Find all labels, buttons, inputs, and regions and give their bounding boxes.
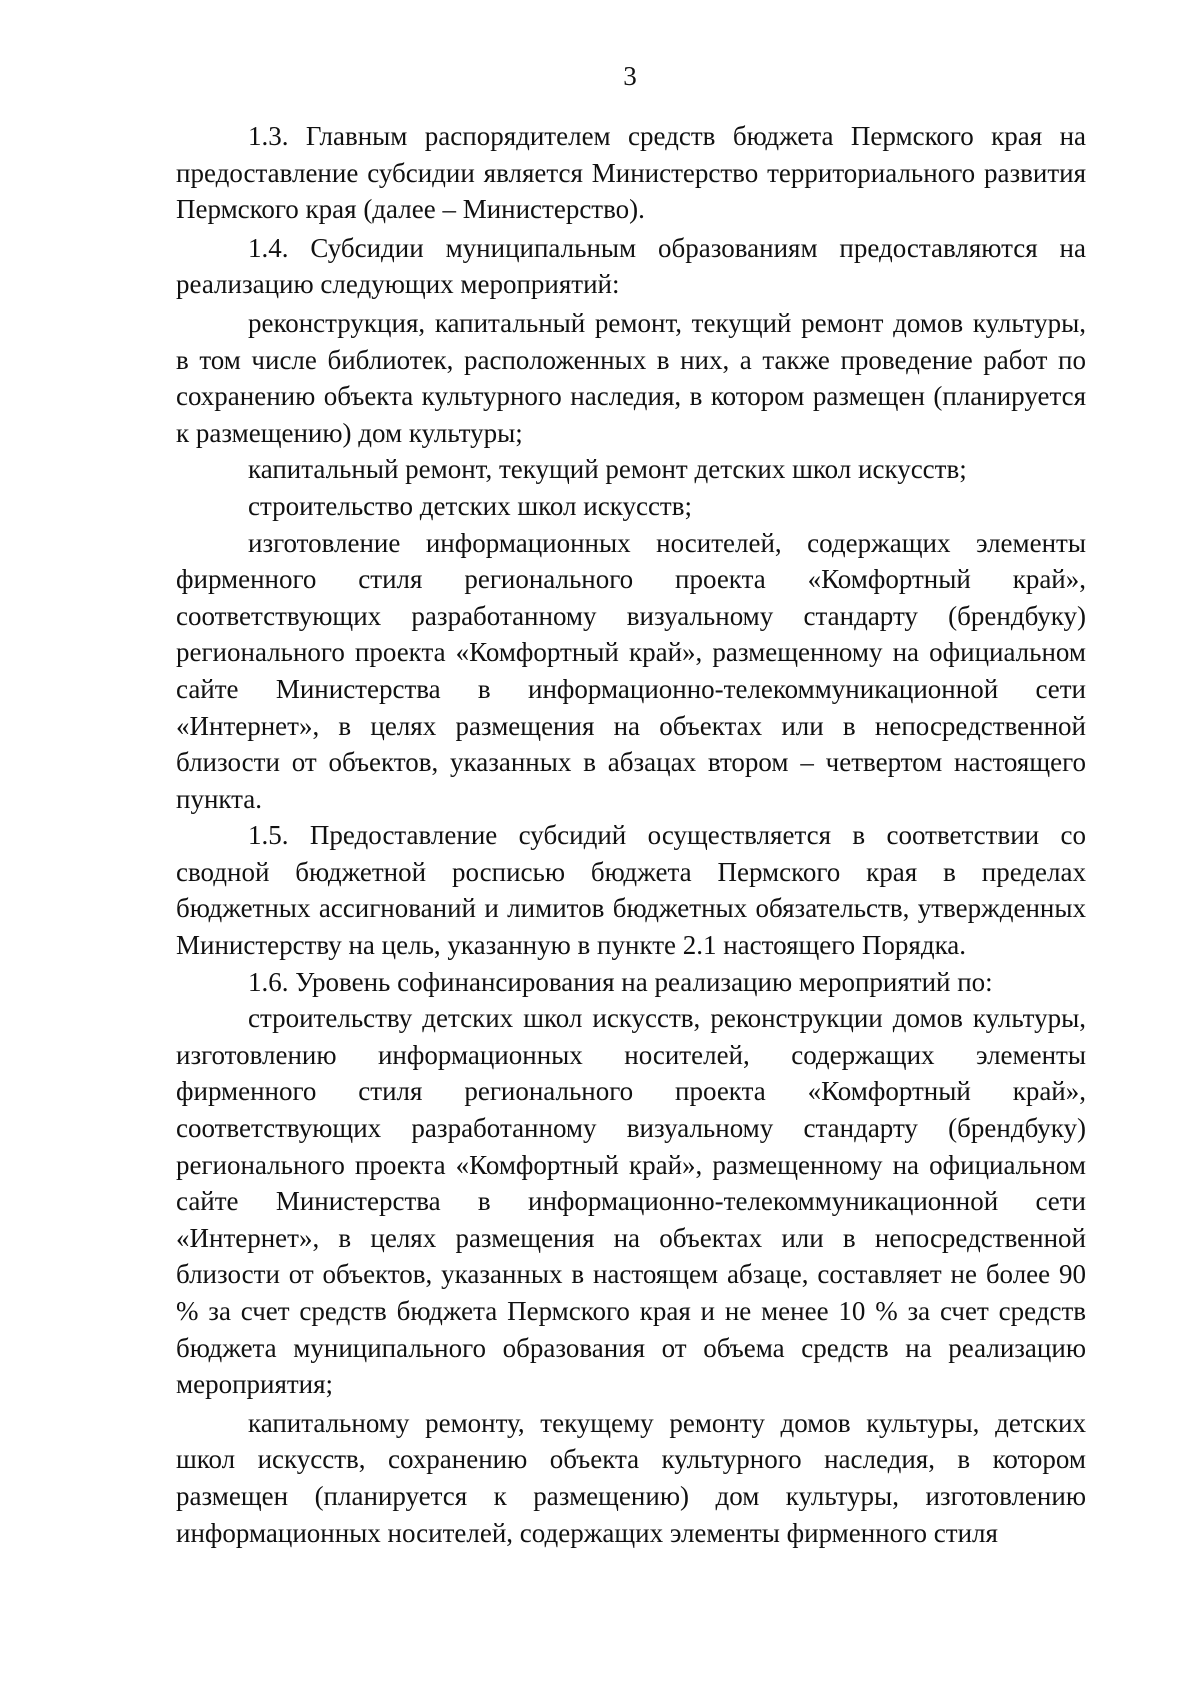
paragraph-construction-art-schools: строительство детских школ искусств; bbox=[248, 490, 692, 521]
paragraph-reconstruction-houses-of-culture: реконструкция, капитальный ремонт, текущий ремонт домов культуры, в том числе библиотек, расположенных в них, а также проведение работ по сохранению объекта культурного наследия, в котором размещен (планируется к размещению) дом культуры; bbox=[176, 307, 1086, 448]
paragraph-cofinancing-construction: строительству детских школ искусств, реконструкции домов культуры, изготовлению информационных носителей, содержащих элементы фирменного стиля регионального проекта «Комфортный край», соответствующих разработанному визуальному стандарту (брендбуку) регионального проекта «Комфортный край», размещенному на официальном сайте Министерства в информационно-телекоммуникационной сети «Интернет», в целях размещения на объектах или в непосредственной близости от объектов, указанных в настоящем абзаце, составляет не более 90 % за счет средств бюджета Пермского края и не менее 10 % за счет средств бюджета муниципального образования от объема средств на реализацию мероприятия; bbox=[176, 1003, 1086, 1400]
paragraph-1-3: 1.3. Главным распорядителем средств бюджета Пермского края на предоставление субсидии является Министерство территориального развития Пермского края (далее – Министерство). bbox=[176, 121, 1086, 225]
paragraph-1-5: 1.5. Предоставление субсидий осуществляется в соответствии со сводной бюджетной росписью бюджета Пермского края в пределах бюджетных ассигнований и лимитов бюджетных обязательств, утвержденных Министерству на цель, указанную в пункте 2.1 настоящего Порядка. bbox=[176, 820, 1086, 961]
paragraph-1-6: 1.6. Уровень софинансирования на реализацию мероприятий по: bbox=[248, 966, 993, 997]
page-number: 3 bbox=[623, 61, 637, 91]
paragraph-cofinancing-repair: капитальному ремонту, текущему ремонту домов культуры, детских школ искусств, сохранению объекта культурного наследия, в котором размещен (планируется к размещению) дом культуры, изготовлению информационных носителей, содержащих элементы фирменного стиля bbox=[176, 1407, 1086, 1548]
paragraph-repair-art-schools: капитальный ремонт, текущий ремонт детских школ искусств; bbox=[248, 454, 967, 485]
paragraph-1-4: 1.4. Субсидии муниципальным образованиям предоставляются на реализацию следующих мероприятий: bbox=[176, 232, 1086, 300]
paragraph-information-carriers: изготовление информационных носителей, содержащих элементы фирменного стиля регионального проекта «Комфортный край», соответствующих разработанному визуальному стандарту (брендбуку) регионального проекта «Комфортный край», размещенному на официальном сайте Министерства в информационно-телекоммуникационной сети «Интернет», в целях размещения на объектах или в непосредственной близости от объектов, указанных в абзацах втором – четвертом настоящего пункта. bbox=[176, 527, 1086, 814]
document-body bbox=[176, 118, 1086, 1551]
